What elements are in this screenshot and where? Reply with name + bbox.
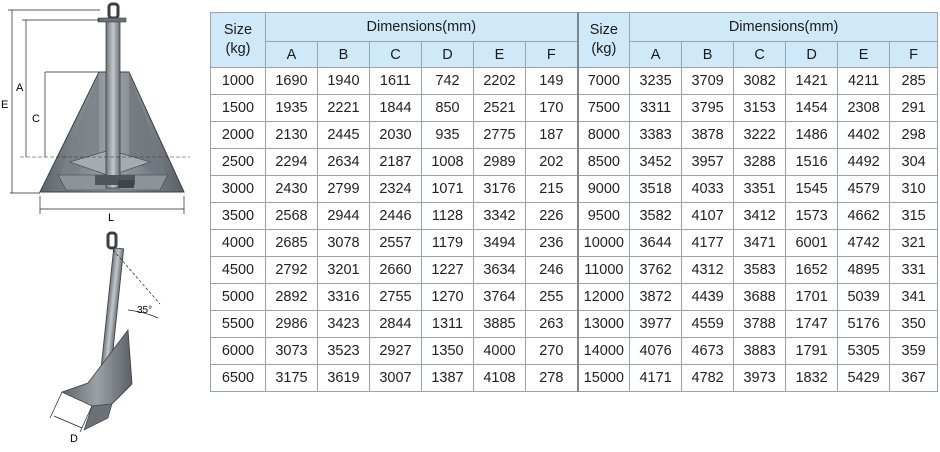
value-cell: 2634	[318, 149, 370, 176]
size-cell: 1500	[211, 95, 266, 122]
value-cell: 3351	[734, 176, 786, 203]
value-cell: 2202	[474, 68, 526, 95]
value-cell: 3644	[630, 230, 682, 257]
value-cell: 1545	[786, 176, 838, 203]
value-cell: 3619	[318, 365, 370, 392]
value-cell: 3175	[266, 365, 318, 392]
value-cell: 3764	[474, 284, 526, 311]
value-cell: 1844	[370, 95, 422, 122]
size-cell: 9000	[578, 176, 630, 203]
value-cell: 4782	[682, 365, 734, 392]
value-cell: 321	[890, 230, 938, 257]
value-cell: 3583	[734, 257, 786, 284]
value-cell: 3634	[474, 257, 526, 284]
value-cell: 3518	[630, 176, 682, 203]
value-cell: 3582	[630, 203, 682, 230]
value-cell: 4177	[682, 230, 734, 257]
value-cell: 850	[422, 95, 474, 122]
table-row	[211, 122, 938, 149]
value-cell: 4312	[682, 257, 734, 284]
size-cell: 5500	[211, 311, 266, 338]
size-cell: 11000	[578, 257, 630, 284]
value-cell: 1701	[786, 284, 838, 311]
table-row	[211, 338, 938, 365]
value-cell: 2844	[370, 311, 422, 338]
value-cell: 1421	[786, 68, 838, 95]
value-cell: 359	[890, 338, 938, 365]
value-cell: 935	[422, 122, 474, 149]
table-row	[211, 176, 938, 203]
column-header: C	[370, 42, 422, 68]
value-cell: 3523	[318, 338, 370, 365]
value-cell: 3452	[630, 149, 682, 176]
size-cell: 7000	[578, 68, 630, 95]
value-cell: 2685	[266, 230, 318, 257]
dimension-label-a: A	[16, 82, 24, 94]
value-cell: 4211	[838, 68, 890, 95]
value-cell: 170	[526, 95, 578, 122]
value-cell: 2660	[370, 257, 422, 284]
front-view-anchor	[20, 4, 190, 192]
dimension-label-e: E	[1, 99, 9, 111]
value-cell: 310	[890, 176, 938, 203]
column-header: E	[474, 42, 526, 68]
value-cell: 298	[890, 122, 938, 149]
size-cell: 4000	[211, 230, 266, 257]
value-cell: 3423	[318, 311, 370, 338]
value-cell: 246	[526, 257, 578, 284]
table-body	[211, 68, 938, 392]
value-cell: 1611	[370, 68, 422, 95]
table-row	[211, 311, 938, 338]
value-cell: 3073	[266, 338, 318, 365]
size-cell: 5000	[211, 284, 266, 311]
value-cell: 1270	[422, 284, 474, 311]
size-header-left: Size (kg)	[211, 13, 266, 68]
value-cell: 226	[526, 203, 578, 230]
value-cell: 1791	[786, 338, 838, 365]
value-cell: 3288	[734, 149, 786, 176]
value-cell: 4673	[682, 338, 734, 365]
size-cell: 1000	[211, 68, 266, 95]
value-cell: 4662	[838, 203, 890, 230]
value-cell: 1486	[786, 122, 838, 149]
value-cell: 2308	[838, 95, 890, 122]
value-cell: 4171	[630, 365, 682, 392]
angle-label: 35°	[137, 305, 153, 316]
value-cell: 1454	[786, 95, 838, 122]
column-header: F	[526, 42, 578, 68]
value-cell: 215	[526, 176, 578, 203]
size-cell: 2500	[211, 149, 266, 176]
value-cell: 3235	[630, 68, 682, 95]
value-cell: 2944	[318, 203, 370, 230]
value-cell: 3688	[734, 284, 786, 311]
value-cell: 4492	[838, 149, 890, 176]
value-cell: 4108	[474, 365, 526, 392]
column-header: B	[682, 42, 734, 68]
table-row	[211, 257, 938, 284]
value-cell: 202	[526, 149, 578, 176]
value-cell: 1227	[422, 257, 474, 284]
value-cell: 3762	[630, 257, 682, 284]
value-cell: 3007	[370, 365, 422, 392]
value-cell: 2221	[318, 95, 370, 122]
value-cell: 2775	[474, 122, 526, 149]
value-cell: 3412	[734, 203, 786, 230]
value-cell: 1387	[422, 365, 474, 392]
column-header: C	[734, 42, 786, 68]
value-cell: 4033	[682, 176, 734, 203]
table-header-row	[211, 13, 938, 42]
size-cell: 4500	[211, 257, 266, 284]
value-cell: 5039	[838, 284, 890, 311]
value-cell: 291	[890, 95, 938, 122]
column-header: A	[266, 42, 318, 68]
value-cell: 3311	[630, 95, 682, 122]
value-cell: 236	[526, 230, 578, 257]
table-row	[211, 68, 938, 95]
value-cell: 2294	[266, 149, 318, 176]
value-cell: 4742	[838, 230, 890, 257]
value-cell: 3494	[474, 230, 526, 257]
value-cell: 2792	[266, 257, 318, 284]
value-cell: 285	[890, 68, 938, 95]
size-cell: 8500	[578, 149, 630, 176]
value-cell: 1071	[422, 176, 474, 203]
value-cell: 3788	[734, 311, 786, 338]
value-cell: 1940	[318, 68, 370, 95]
value-cell: 1311	[422, 311, 474, 338]
value-cell: 2892	[266, 284, 318, 311]
column-header: F	[890, 42, 938, 68]
size-cell: 2000	[211, 122, 266, 149]
value-cell: 3342	[474, 203, 526, 230]
size-cell: 6000	[211, 338, 266, 365]
value-cell: 4402	[838, 122, 890, 149]
value-cell: 4895	[838, 257, 890, 284]
value-cell: 1350	[422, 338, 474, 365]
size-cell: 12000	[578, 284, 630, 311]
table-row	[211, 95, 938, 122]
value-cell: 1652	[786, 257, 838, 284]
table-row	[211, 284, 938, 311]
dimension-label-c: C	[32, 113, 40, 125]
value-cell: 3795	[682, 95, 734, 122]
value-cell: 1832	[786, 365, 838, 392]
value-cell: 3709	[682, 68, 734, 95]
value-cell: 2521	[474, 95, 526, 122]
value-cell: 341	[890, 284, 938, 311]
size-cell: 15000	[578, 365, 630, 392]
value-cell: 1573	[786, 203, 838, 230]
value-cell: 2986	[266, 311, 318, 338]
value-cell: 2187	[370, 149, 422, 176]
value-cell: 3471	[734, 230, 786, 257]
value-cell: 3885	[474, 311, 526, 338]
size-cell: 8000	[578, 122, 630, 149]
value-cell: 3201	[318, 257, 370, 284]
column-header: A	[630, 42, 682, 68]
size-cell: 10000	[578, 230, 630, 257]
value-cell: 5429	[838, 365, 890, 392]
value-cell: 3973	[734, 365, 786, 392]
value-cell: 4000	[474, 338, 526, 365]
column-header: D	[422, 42, 474, 68]
size-cell: 3000	[211, 176, 266, 203]
value-cell: 3957	[682, 149, 734, 176]
value-cell: 2430	[266, 176, 318, 203]
value-cell: 5305	[838, 338, 890, 365]
value-cell: 1179	[422, 230, 474, 257]
table-row	[211, 203, 938, 230]
size-cell: 14000	[578, 338, 630, 365]
value-cell: 1747	[786, 311, 838, 338]
value-cell: 3078	[318, 230, 370, 257]
value-cell: 315	[890, 203, 938, 230]
side-view-anchor	[62, 233, 132, 430]
dimension-label-d: D	[70, 433, 78, 445]
value-cell: 4439	[682, 284, 734, 311]
value-cell: 2755	[370, 284, 422, 311]
anchor-drawings	[0, 0, 205, 452]
value-cell: 6001	[786, 230, 838, 257]
value-cell: 3383	[630, 122, 682, 149]
value-cell: 5176	[838, 311, 890, 338]
size-cell: 13000	[578, 311, 630, 338]
value-cell: 2324	[370, 176, 422, 203]
table-column-header-row	[211, 42, 938, 68]
value-cell: 3872	[630, 284, 682, 311]
value-cell: 255	[526, 284, 578, 311]
value-cell: 3883	[734, 338, 786, 365]
size-cell: 7500	[578, 95, 630, 122]
value-cell: 4107	[682, 203, 734, 230]
value-cell: 331	[890, 257, 938, 284]
value-cell: 278	[526, 365, 578, 392]
table-row	[211, 230, 938, 257]
value-cell: 187	[526, 122, 578, 149]
value-cell: 2927	[370, 338, 422, 365]
value-cell: 2446	[370, 203, 422, 230]
value-cell: 3153	[734, 95, 786, 122]
column-header: B	[318, 42, 370, 68]
anchor-dimensions-table	[210, 12, 938, 392]
value-cell: 3878	[682, 122, 734, 149]
value-cell: 3082	[734, 68, 786, 95]
value-cell: 270	[526, 338, 578, 365]
value-cell: 149	[526, 68, 578, 95]
value-cell: 3222	[734, 122, 786, 149]
value-cell: 3176	[474, 176, 526, 203]
size-cell: 9500	[578, 203, 630, 230]
dimensions-header-left: Dimensions(mm)	[266, 13, 578, 42]
value-cell: 2557	[370, 230, 422, 257]
value-cell: 2989	[474, 149, 526, 176]
value-cell: 3977	[630, 311, 682, 338]
value-cell: 350	[890, 311, 938, 338]
value-cell: 1008	[422, 149, 474, 176]
value-cell: 3316	[318, 284, 370, 311]
table-row	[211, 365, 938, 392]
value-cell: 4579	[838, 176, 890, 203]
value-cell: 2030	[370, 122, 422, 149]
value-cell: 367	[890, 365, 938, 392]
value-cell: 4076	[630, 338, 682, 365]
value-cell: 4559	[682, 311, 734, 338]
value-cell: 2445	[318, 122, 370, 149]
value-cell: 742	[422, 68, 474, 95]
dimension-label-l: L	[108, 212, 115, 224]
dimensions-header-right: Dimensions(mm)	[630, 13, 938, 42]
value-cell: 2130	[266, 122, 318, 149]
size-cell: 3500	[211, 203, 266, 230]
value-cell: 2568	[266, 203, 318, 230]
table-row	[211, 149, 938, 176]
value-cell: 263	[526, 311, 578, 338]
column-header: D	[786, 42, 838, 68]
value-cell: 2799	[318, 176, 370, 203]
value-cell: 1690	[266, 68, 318, 95]
value-cell: 1516	[786, 149, 838, 176]
size-header-right: Size (kg)	[578, 13, 630, 68]
column-header: E	[838, 42, 890, 68]
value-cell: 1128	[422, 203, 474, 230]
size-cell: 6500	[211, 365, 266, 392]
value-cell: 1935	[266, 95, 318, 122]
value-cell: 304	[890, 149, 938, 176]
